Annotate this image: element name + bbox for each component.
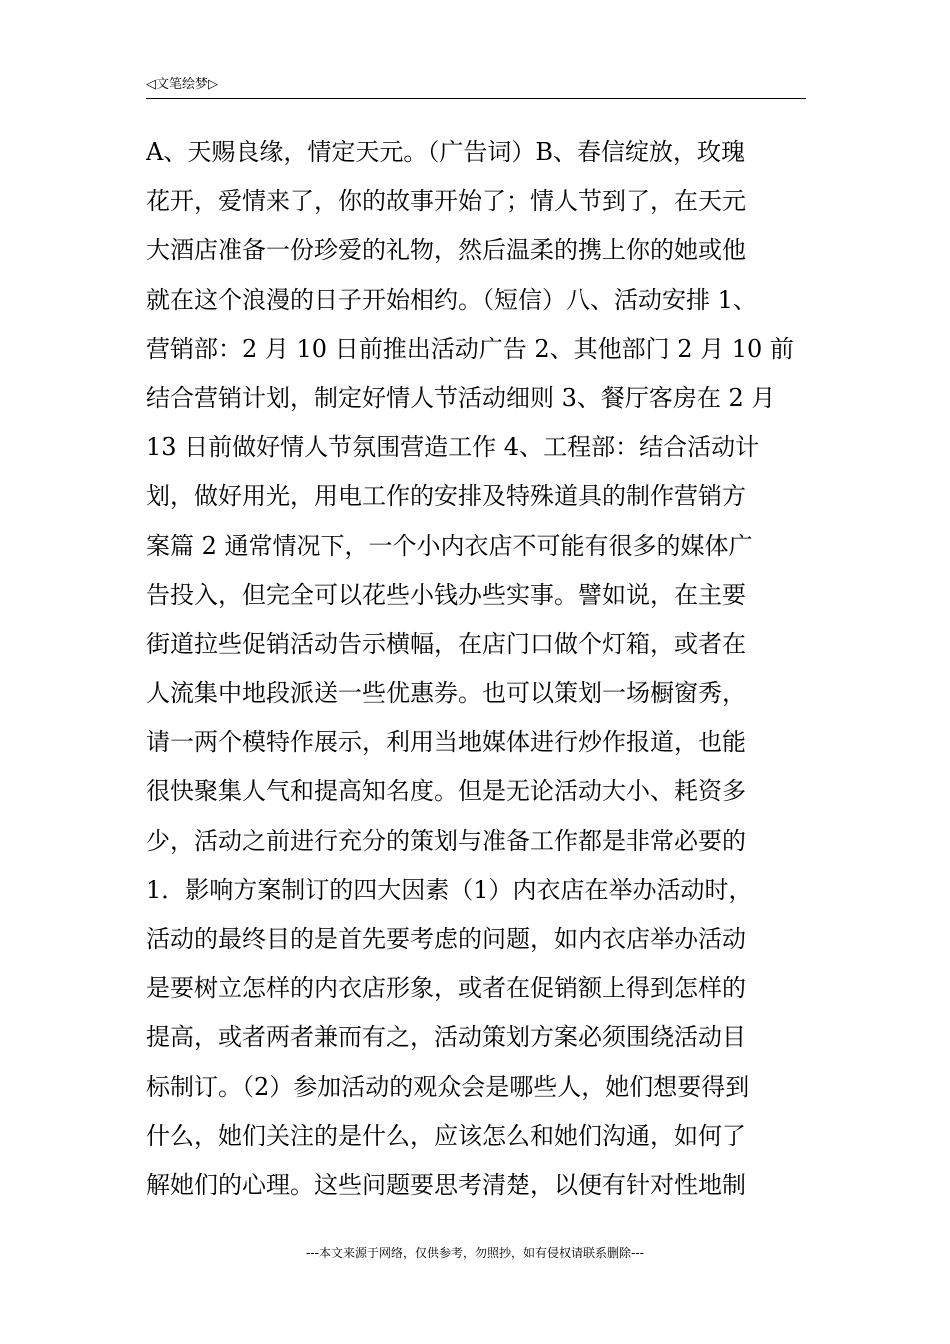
page-header: [146, 74, 806, 99]
text-line: 很快聚集人气和提高知名度。但是无论活动大小、耗资多: [146, 777, 746, 806]
text-line: 告投入，但完全可以花些小钱办些实事。譬如说，在主要: [146, 580, 746, 609]
text-line: 大酒店准备一份珍爱的礼物，然后温柔的携上你的她或他: [146, 236, 746, 265]
text-line: 提高，或者两者兼而有之，活动策划方案必须围绕活动目: [146, 1023, 746, 1052]
text-line: A、天赐良缘，情定天元。（广告词）B、春信绽放，玫瑰: [146, 138, 745, 166]
text-line: 划，做好用光，用电工作的安排及特殊道具的制作营销方: [146, 482, 746, 511]
text-line: 请一两个模特作展示，利用当地媒体进行炒作报道，也能: [146, 728, 746, 757]
document-body: [146, 128, 810, 1210]
text-line: 解她们的心理。这些问题要思考清楚，以便有针对性地制: [146, 1170, 746, 1199]
text-line: 结合营销计划，制定好情人节活动细则 3、餐厅客房在 2 月: [146, 383, 776, 412]
text-line: 什么，她们关注的是什么，应该怎么和她们沟通，如何了: [146, 1121, 746, 1150]
page-footer: ---本文来源于网络，仅供参考，勿照抄，如有侵权请联系删除---: [306, 1246, 644, 1260]
text-line: 是要树立怎样的内衣店形象，或者在促销额上得到怎样的: [146, 974, 746, 1003]
text-line: 街道拉些促销活动告示横幅，在店门口做个灯箱，或者在: [146, 629, 746, 658]
text-line: 标制订。（2）参加活动的观众会是哪些人，她们想要得到: [146, 1072, 750, 1101]
text-line: 1．影响方案制订的四大因素（1）内衣店在举办活动时，: [146, 875, 753, 904]
header-title: ◁文笔绘梦▷: [146, 77, 218, 92]
text-line: 13 日前做好情人节氛围营造工作 4、工程部：结合活动计: [146, 433, 760, 462]
text-line: 少，活动之前进行充分的策划与准备工作都是非常必要的: [146, 826, 746, 855]
text-line: 案篇 2 通常情况下，一个小内衣店不可能有很多的媒体广: [146, 531, 753, 560]
text-line: 营销部：2 月 10 日前推出活动广告 2、其他部门 2 月 10 前: [146, 334, 794, 363]
text-line: 花开，爱情来了，你的故事开始了；情人节到了，在天元: [146, 187, 746, 216]
text-line: 人流集中地段派送一些优惠券。也可以策划一场橱窗秀，: [146, 679, 746, 708]
text-line: 活动的最终目的是首先要考虑的问题，如内衣店举办活动: [146, 925, 746, 953]
text-line: 就在这个浪漫的日子开始相约。（短信）八、活动安排 1、: [146, 285, 757, 314]
